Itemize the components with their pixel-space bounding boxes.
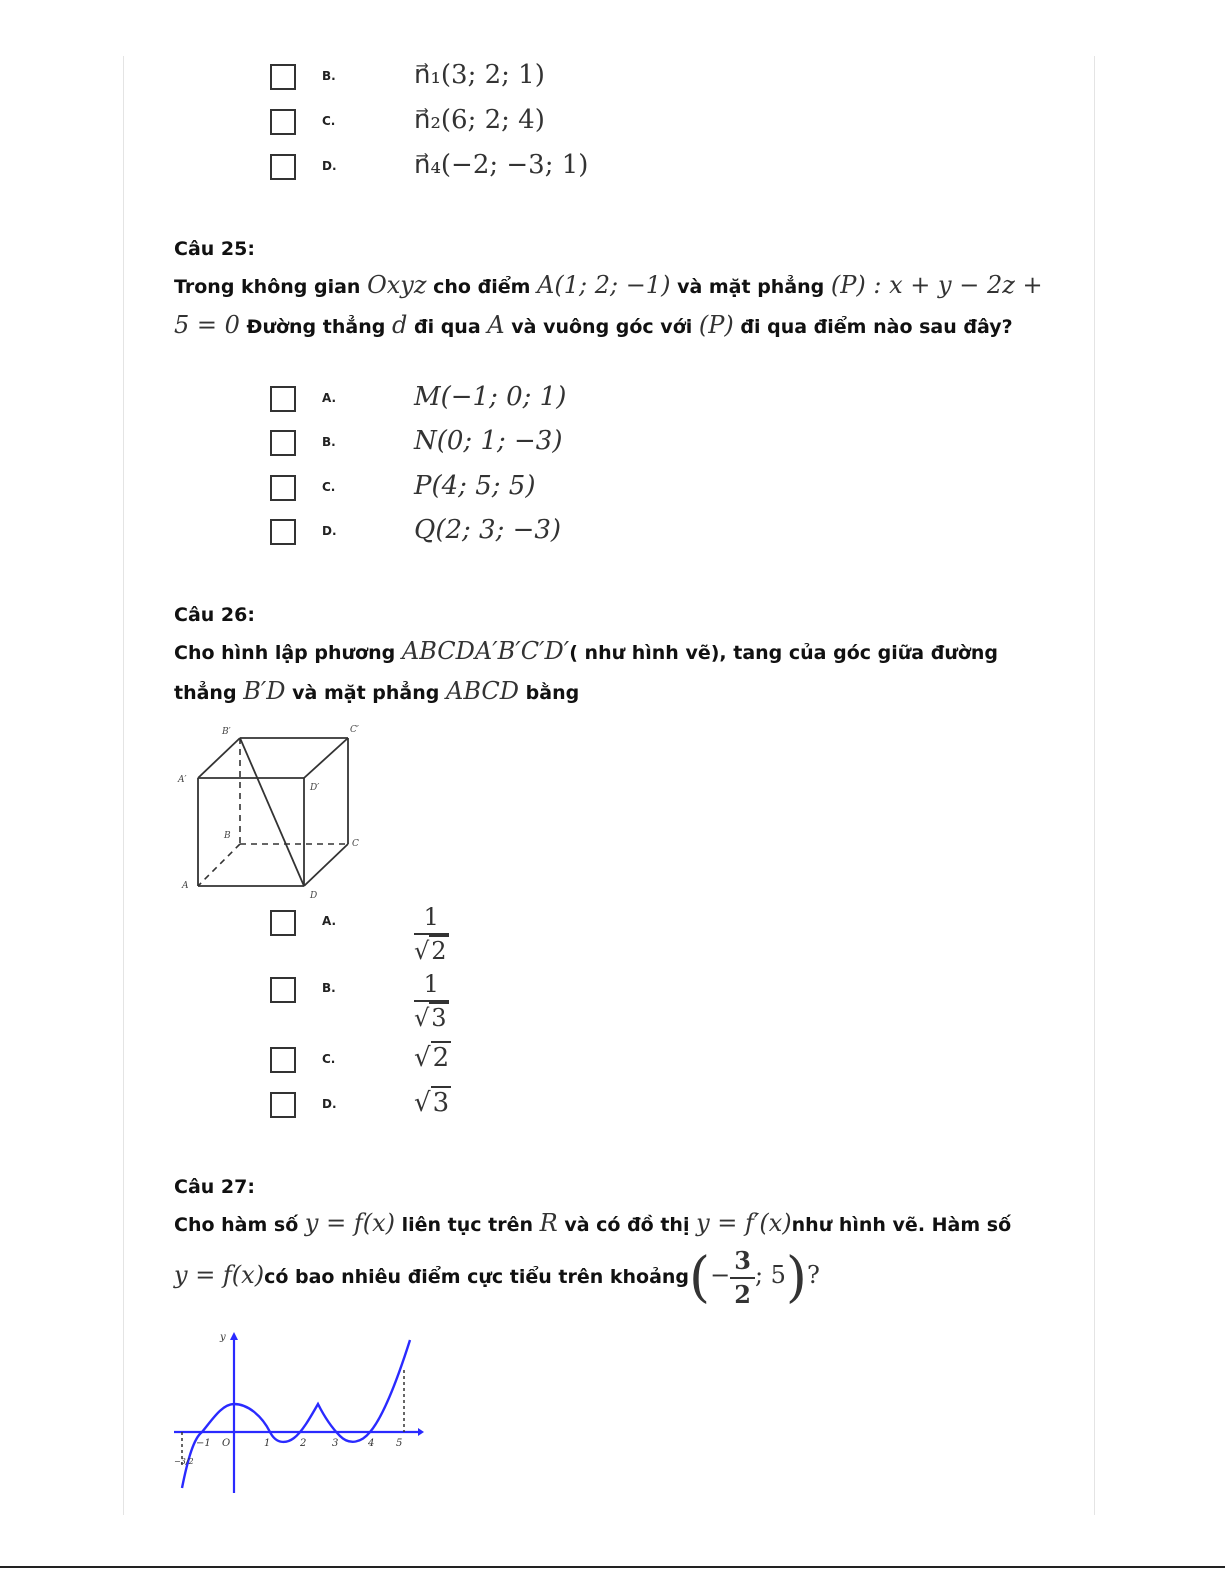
radicand: 3	[431, 1004, 447, 1032]
derivative-graph	[174, 1328, 424, 1498]
q25-text-5: đi qua	[413, 316, 481, 338]
checkbox[interactable]	[270, 519, 296, 545]
q26-math-abcd: ABCD	[445, 677, 520, 705]
q26-title: Câu 26:	[174, 604, 255, 626]
q26-text-4: bằng	[525, 682, 580, 704]
label-bp: B′	[222, 727, 231, 737]
question-mark: ?	[807, 1261, 820, 1289]
option-letter: D.	[322, 159, 337, 173]
label-x1: 1	[264, 1438, 271, 1449]
checkbox[interactable]	[270, 64, 296, 90]
label-ap: A′	[178, 775, 187, 785]
denominator	[414, 935, 449, 967]
interval-fraction	[730, 1245, 755, 1311]
option-value: N(0; 1; −3)	[414, 426, 563, 456]
sqrt-sign: √	[414, 1088, 431, 1118]
checkbox[interactable]	[270, 1092, 296, 1118]
label-x2: 2	[300, 1438, 307, 1449]
option-letter: B.	[322, 69, 336, 83]
checkbox[interactable]	[270, 109, 296, 135]
option-letter: C.	[322, 480, 336, 494]
paren-open: (	[689, 1245, 711, 1309]
q25-math-point-a: A(1; 2; −1)	[537, 271, 671, 299]
q26-text-1: Cho hình lập phương	[174, 642, 396, 664]
q27-text-4: như hình vẽ. Hàm số	[791, 1214, 1012, 1236]
label-b: B	[224, 831, 231, 841]
option-letter: A.	[322, 914, 337, 928]
q27-math-fx-2: y = f(x)	[174, 1261, 265, 1289]
y-axis-arrow	[230, 1332, 238, 1340]
fraction	[414, 968, 449, 1034]
checkbox[interactable]	[270, 977, 296, 1003]
label-xm1: −1	[196, 1438, 211, 1449]
q27-math-r: R	[539, 1209, 558, 1237]
option-letter: D.	[322, 524, 337, 538]
q27-text-2: liên tục trên	[401, 1214, 533, 1236]
q25-text-2: cho điểm	[433, 276, 531, 298]
q27-math-fpx: y = f′(x)	[696, 1209, 792, 1237]
checkbox[interactable]	[270, 154, 296, 180]
q27-text-3: và có đồ thị	[564, 1214, 690, 1236]
label-origin: O	[222, 1438, 231, 1449]
option-value	[414, 1043, 451, 1073]
cube-figure	[174, 720, 374, 900]
label-xl: −3/2	[174, 1457, 194, 1466]
option-letter: B.	[322, 981, 336, 995]
checkbox[interactable]	[270, 1047, 296, 1073]
sqrt-sign: √	[414, 1043, 431, 1073]
paren-close: )	[785, 1245, 807, 1309]
derivative-curve	[182, 1340, 410, 1488]
option-letter: C.	[322, 114, 336, 128]
option-letter: D.	[322, 1097, 337, 1111]
q25-math-p: (P)	[698, 311, 734, 339]
page-right-border	[1094, 56, 1095, 1515]
option-letter: B.	[322, 435, 336, 449]
minus-sign: −	[710, 1261, 731, 1289]
q26-math-bd: B′D	[243, 677, 286, 705]
q26-math-cube: ABCDA′B′C′D′	[401, 637, 570, 665]
q27-text-1: Cho hàm số	[174, 1214, 299, 1236]
q27-math-fx: y = f(x)	[304, 1209, 395, 1237]
q25-text	[174, 266, 1054, 346]
option-value	[414, 1088, 451, 1118]
q27-text-5: có bao nhiêu điểm cực tiểu trên khoảng	[264, 1266, 690, 1288]
option-value: M(−1; 0; 1)	[414, 382, 567, 412]
q25-text-1: Trong không gian	[174, 276, 361, 298]
checkbox[interactable]	[270, 386, 296, 412]
q25-math-a: A	[487, 311, 505, 339]
q27-title: Câu 27:	[174, 1176, 255, 1198]
q26-text-3: và mặt phẳng	[292, 682, 440, 704]
checkbox[interactable]	[270, 430, 296, 456]
interval-tail: ; 5	[754, 1261, 786, 1289]
label-x4: 4	[368, 1438, 375, 1449]
option-value: n⃗₁(3; 2; 1)	[414, 60, 545, 90]
option-value	[414, 901, 449, 967]
q25-math-d: d	[391, 311, 408, 339]
radicand: 2	[432, 1043, 450, 1073]
radicand: 3	[432, 1088, 450, 1118]
sqrt-sign: √	[414, 937, 430, 965]
sqrt-sign: √	[414, 1004, 430, 1032]
label-y: y	[220, 1332, 226, 1343]
numerator: 1	[414, 901, 449, 935]
radicand: 2	[431, 937, 447, 965]
q26-text	[174, 632, 1054, 712]
q27-text-line-2	[174, 1240, 1054, 1313]
numerator: 1	[414, 968, 449, 1002]
option-value: Q(2; 3; −3)	[414, 515, 562, 545]
option-letter: A.	[322, 391, 337, 405]
q27-text-line-1	[174, 1204, 1054, 1244]
denominator: 2	[734, 1279, 751, 1309]
denominator	[414, 1002, 449, 1034]
option-value: n⃗₄(−2; −3; 1)	[414, 150, 589, 180]
page-left-border	[123, 56, 124, 1515]
checkbox[interactable]	[270, 475, 296, 501]
checkbox[interactable]	[270, 910, 296, 936]
q25-text-6: và vuông góc với	[511, 316, 693, 338]
q25-text-4: Đường thẳng	[246, 316, 386, 338]
q25-text-7: đi qua điểm nào sau đây?	[740, 316, 1013, 338]
option-value: P(4; 5; 5)	[414, 471, 536, 501]
option-value	[414, 968, 449, 1034]
label-d: D	[310, 891, 318, 900]
page-bottom-rule	[0, 1566, 1225, 1568]
q26-text-2: ( như hình vẽ), tang của góc giữa đường thẳng	[174, 642, 999, 704]
label-a: A	[182, 881, 189, 891]
label-c: C	[352, 839, 359, 849]
x-axis-arrow	[418, 1428, 424, 1436]
label-x5: 5	[396, 1438, 403, 1449]
option-letter: C.	[322, 1052, 336, 1066]
q25-math-plane: (P) : x + y − 2z + 5 = 0	[174, 271, 1043, 339]
label-x3: 3	[332, 1438, 339, 1449]
q25-text-3: và mặt phẳng	[677, 276, 825, 298]
label-cp: C′	[350, 725, 359, 735]
fraction	[414, 901, 449, 967]
numerator: 3	[730, 1245, 755, 1279]
q25-math-oxyz: Oxyz	[367, 271, 427, 299]
label-dp: D′	[310, 783, 320, 793]
q25-title: Câu 25:	[174, 238, 255, 260]
option-value: n⃗₂(6; 2; 4)	[414, 105, 545, 135]
